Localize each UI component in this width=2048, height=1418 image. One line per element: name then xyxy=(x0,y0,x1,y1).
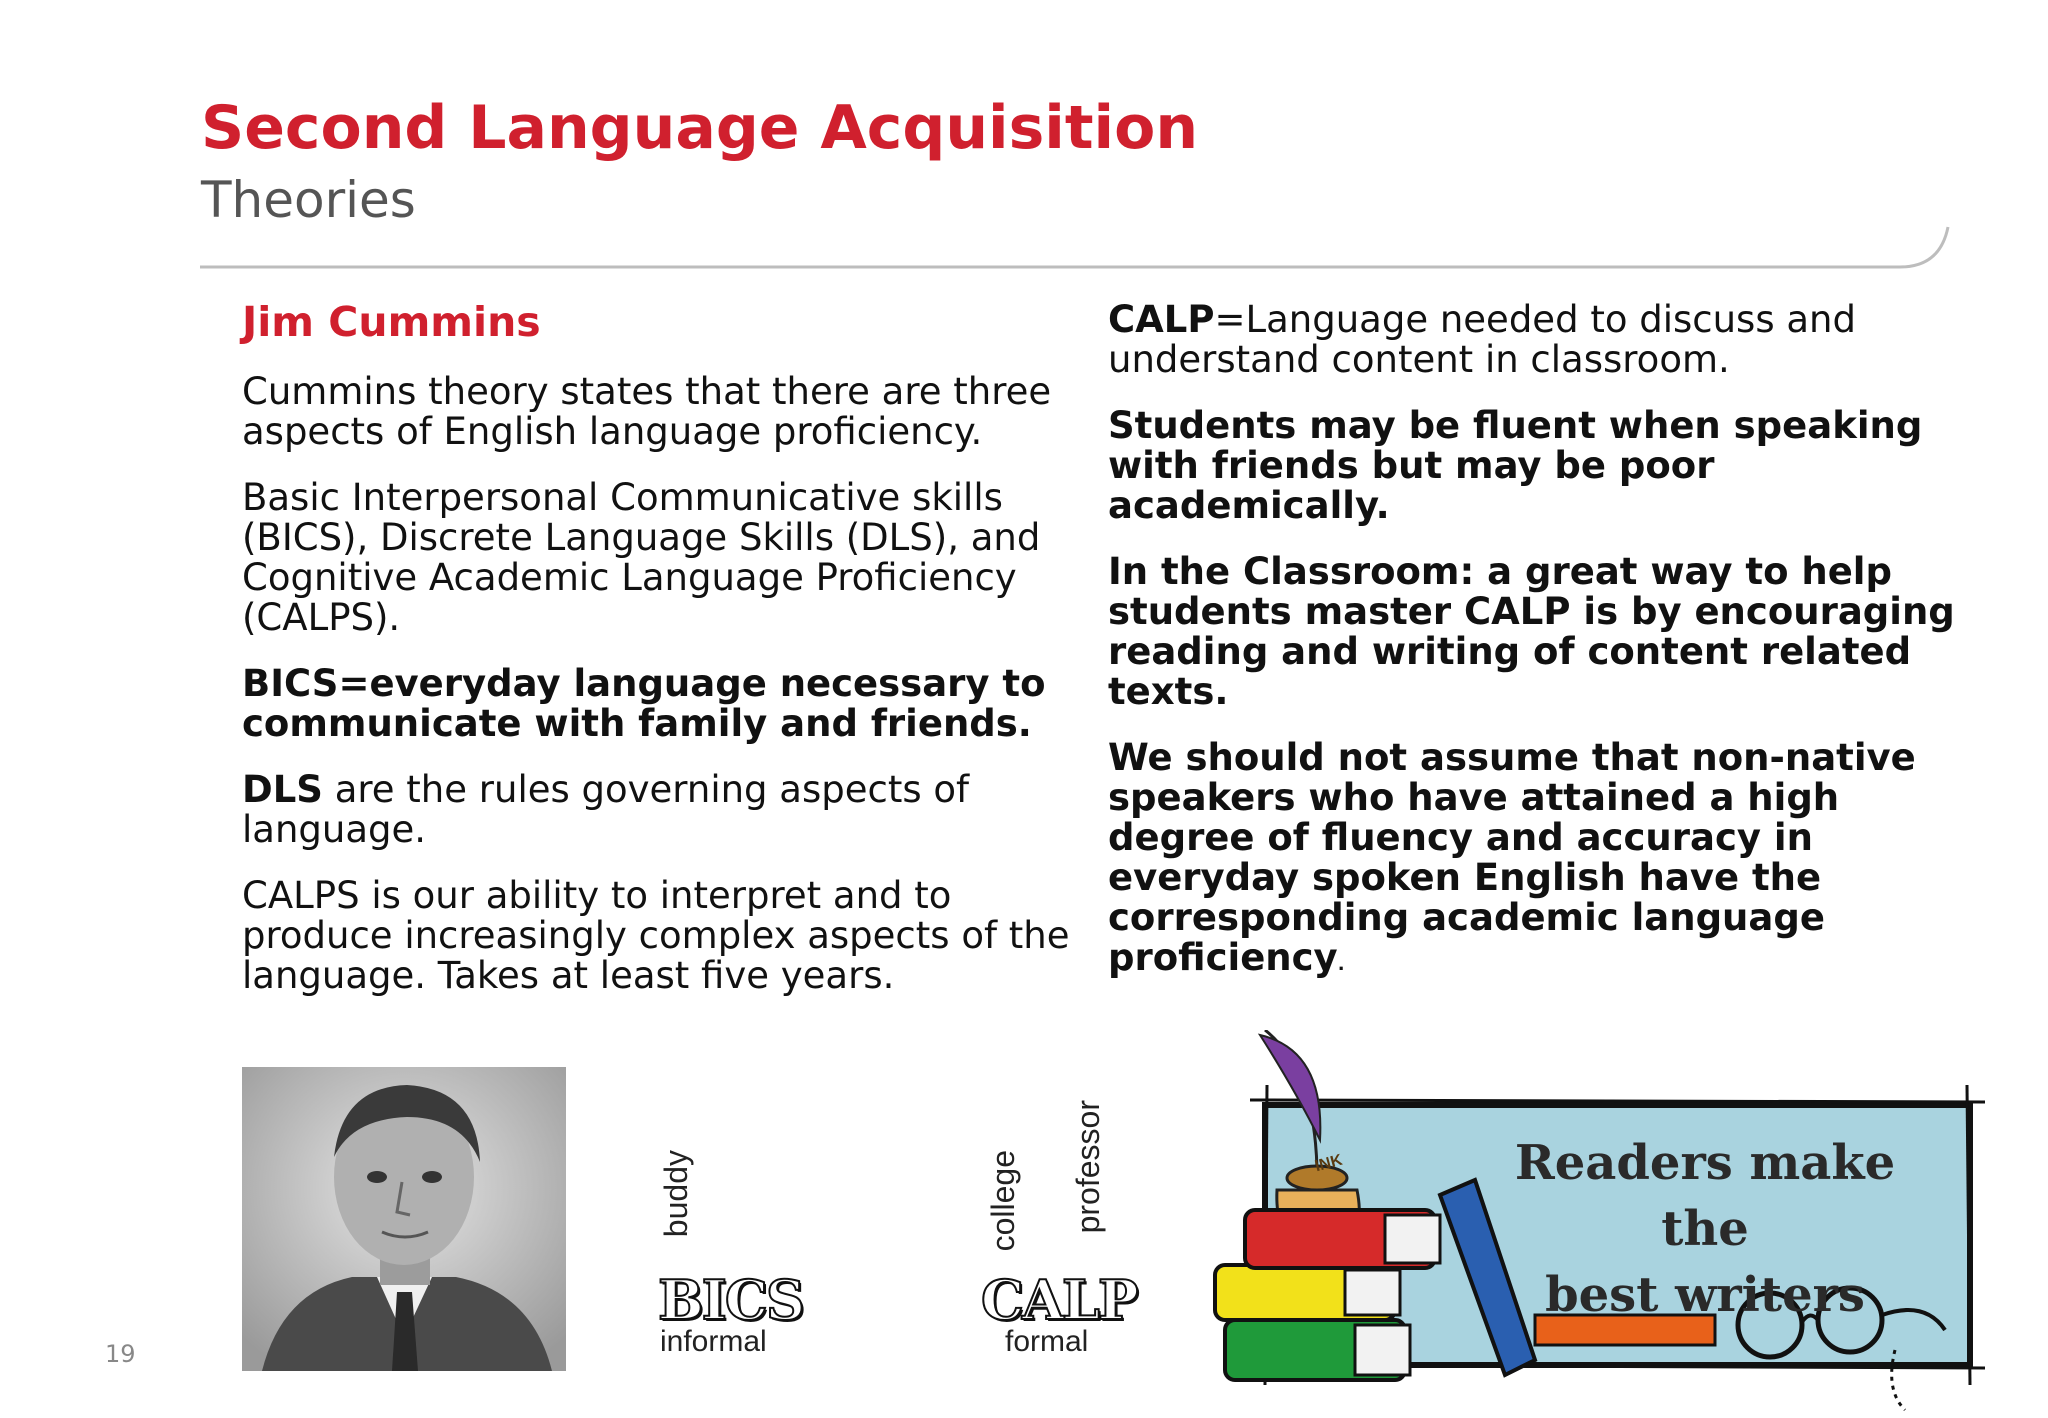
calp-vertical-word-1: college xyxy=(985,1150,1021,1252)
right-column xyxy=(1108,300,1968,1011)
bics-under-word: informal xyxy=(660,1325,767,1358)
clipart-line-2: best writers xyxy=(1545,1267,1865,1323)
paragraph-assume xyxy=(1108,738,1968,985)
calp-word: CALP xyxy=(981,1268,1137,1332)
readers-clipart xyxy=(1205,1030,2005,1418)
page-number: 19 xyxy=(105,1340,136,1368)
jim-cummins-portrait xyxy=(242,1067,566,1371)
calp-definition: =Language needed to discuss and understand content in classroom. xyxy=(1108,298,1856,381)
paragraph-fluent: Students may be fluent when speaking with friends but may be poor academically. xyxy=(1108,404,1923,527)
paragraph-classroom: In the Classroom: a great way to help students master CALP is by encouraging reading and writing of content related texts. xyxy=(1108,550,1955,713)
slide-title: Second Language Acquisition xyxy=(201,93,1199,163)
paragraph-calp xyxy=(1108,300,1968,380)
paragraph-dls xyxy=(242,770,1072,850)
bics-word: BICS xyxy=(658,1268,803,1332)
dls-definition: are the rules governing aspects of language. xyxy=(242,768,970,851)
clipart-line-1: Readers make the xyxy=(1514,1135,1896,1257)
author-heading: Jim Cummins xyxy=(242,298,541,346)
paragraph-bics: BICS=everyday language necessary to communicate with family and friends. xyxy=(242,662,1046,745)
title-divider xyxy=(200,225,1950,270)
bics-figure xyxy=(650,1150,810,1365)
paragraph-theory: Cummins theory states that there are three aspects of English language proficiency. xyxy=(242,370,1052,453)
assume-period: . xyxy=(1337,954,1345,975)
clipart-caption xyxy=(1465,1130,1945,1328)
assume-text: We should not assume that non-native speakers who have attained a high degree of fluency and accuracy in everyday spoken English have the corresponding academic language proficiency xyxy=(1108,736,1916,979)
slide-subtitle: Theories xyxy=(201,171,416,229)
calp-under-word: formal xyxy=(1005,1325,1089,1358)
bics-vertical-word: buddy xyxy=(658,1150,694,1238)
paragraph-calps: CALPS is our ability to interpret and to produce increasingly complex aspects of the language. Takes at least five years. xyxy=(242,874,1070,997)
left-column xyxy=(242,296,1072,1022)
dls-term: DLS xyxy=(242,768,323,811)
calp-figure xyxy=(975,1100,1145,1365)
paragraph-aspects: Basic Interpersonal Communicative skills (BICS), Discrete Language Skills (DLS), and Cognitive Academic Language Proficiency (CALPS). xyxy=(242,476,1041,639)
calp-vertical-word-2: professor xyxy=(1070,1100,1106,1234)
ink-label: INK xyxy=(1313,1151,1345,1176)
calp-term: CALP xyxy=(1108,298,1215,341)
